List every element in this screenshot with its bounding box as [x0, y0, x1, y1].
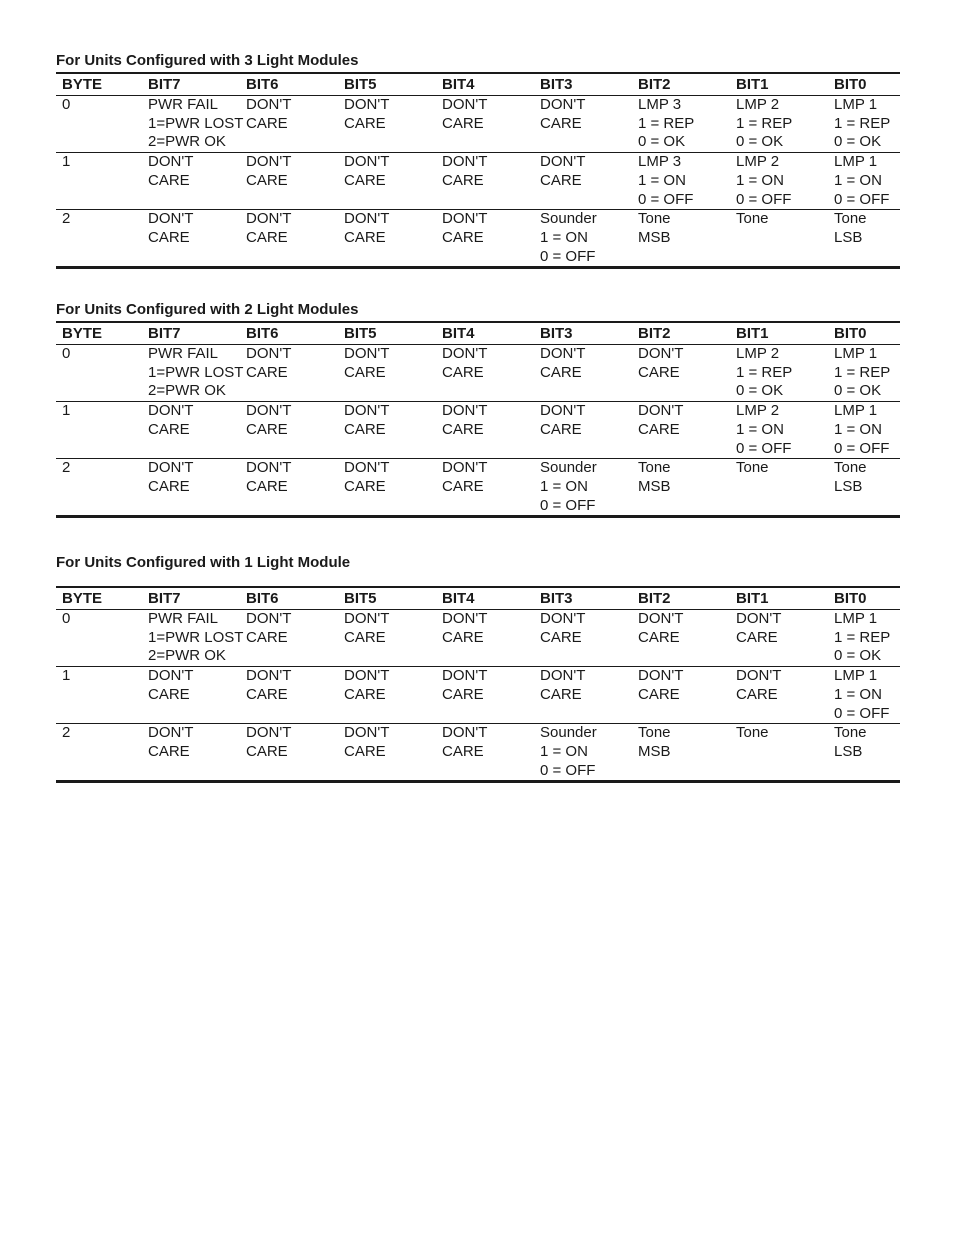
table-cell-bit0	[828, 459, 900, 517]
table-cell-bit1	[730, 724, 828, 782]
cell-line: DON'T	[638, 402, 684, 420]
cell-line: CARE	[442, 628, 484, 646]
cell-line: CARE	[246, 628, 288, 646]
cell-line: DON'T	[442, 667, 488, 685]
cell-line: 2	[62, 210, 71, 228]
table-cell-bit3	[534, 345, 632, 402]
cell-line: CARE	[148, 685, 190, 703]
cell-line: CARE	[540, 363, 582, 381]
cell-line: Sounder	[540, 724, 597, 742]
cell-line: CARE	[246, 363, 288, 381]
cell-line: DON'T	[344, 667, 390, 685]
cell-line: CARE	[442, 685, 484, 703]
cell-line: CARE	[442, 420, 484, 438]
cell-line: CARE	[246, 742, 288, 760]
cell-line: PWR FAIL	[148, 96, 219, 113]
cell-line: LMP 2	[736, 153, 780, 171]
column-header-bit1: BIT1	[730, 73, 828, 96]
table-cell-bit5	[338, 667, 436, 724]
cell-line: CARE	[540, 420, 582, 438]
cell-line: CARE	[736, 628, 778, 646]
column-header-bit4: BIT4	[436, 587, 534, 610]
cell-line: 0 = OK	[736, 382, 784, 400]
table-row	[56, 402, 900, 459]
cell-line: 1 = ON	[736, 420, 784, 438]
cell-line: 1 = ON	[540, 477, 588, 495]
cell-line: LMP 1	[834, 402, 878, 420]
cell-line: DON'T	[638, 610, 684, 627]
table-cell-bit5	[338, 96, 436, 153]
cell-line: DON'T	[148, 402, 194, 420]
cell-line: 1 = ON	[736, 171, 784, 189]
cell-line: CARE	[344, 742, 386, 760]
cell-line: 1 = ON	[638, 171, 686, 189]
column-header-byte: BYTE	[56, 587, 142, 610]
table-cell-bit5	[338, 210, 436, 268]
cell-line: DON'T	[442, 610, 488, 627]
cell-line: CARE	[540, 628, 582, 646]
table-cell-bit2	[632, 610, 730, 667]
column-header-bit1: BIT1	[730, 322, 828, 345]
table-cell-byte	[56, 402, 142, 459]
cell-line: 2=PWR OK	[148, 647, 226, 665]
table-cell-bit1	[730, 459, 828, 517]
cell-line: 0 = OK	[638, 133, 686, 151]
cell-line: 1=PWR LOST	[148, 628, 244, 646]
table-cell-bit7	[142, 459, 240, 517]
cell-line: 0 = OK	[834, 382, 882, 400]
section-2-light-modules	[56, 299, 900, 518]
table-cell-byte	[56, 345, 142, 402]
cell-line: LMP 2	[736, 402, 780, 420]
cell-line: DON'T	[442, 402, 488, 420]
cell-line: CARE	[344, 477, 386, 495]
cell-line: 1	[62, 667, 71, 685]
cell-line: 0	[62, 610, 71, 627]
cell-line: CARE	[344, 228, 386, 246]
cell-line: Sounder	[540, 459, 597, 477]
cell-line: 0 = OFF	[834, 439, 890, 457]
table-cell-bit0	[828, 153, 900, 210]
cell-line: 1	[62, 402, 71, 420]
cell-line: 2=PWR OK	[148, 382, 226, 400]
cell-line: DON'T	[540, 610, 586, 627]
cell-line: DON'T	[344, 459, 390, 477]
cell-line: CARE	[344, 628, 386, 646]
cell-line: DON'T	[442, 345, 488, 362]
table-cell-bit1	[730, 210, 828, 268]
table-row	[56, 724, 900, 782]
cell-line: DON'T	[736, 667, 782, 685]
cell-line: DON'T	[246, 667, 292, 685]
cell-line: DON'T	[442, 96, 488, 113]
cell-line: 1 = REP	[736, 114, 793, 132]
table-cell-bit7	[142, 96, 244, 153]
cell-line: LMP 3	[638, 153, 682, 171]
cell-line: DON'T	[344, 724, 390, 742]
cell-line: CARE	[246, 171, 288, 189]
cell-line: Tone	[834, 459, 867, 477]
table-row	[56, 96, 900, 153]
table-row	[56, 210, 900, 268]
bit-map-table	[56, 72, 900, 269]
column-header-bit3: BIT3	[534, 322, 632, 345]
cell-line: 0 = OFF	[834, 190, 890, 208]
column-header-bit0: BIT0	[828, 73, 900, 96]
column-header-bit3: BIT3	[534, 587, 632, 610]
cell-line: CARE	[442, 114, 484, 132]
table-cell-bit0	[828, 210, 900, 268]
cell-line: 1 = ON	[834, 685, 882, 703]
cell-line: DON'T	[638, 345, 684, 362]
table-cell-bit1	[730, 96, 828, 153]
cell-line: DON'T	[148, 667, 194, 685]
cell-line: DON'T	[148, 153, 194, 171]
cell-line: CARE	[442, 228, 484, 246]
table-cell-bit2	[632, 667, 730, 724]
table-header-row	[56, 587, 900, 610]
column-header-bit7: BIT7	[142, 322, 240, 345]
cell-line: MSB	[638, 742, 671, 760]
table-cell-byte	[56, 724, 142, 782]
cell-line: CARE	[638, 685, 680, 703]
table-cell-bit7	[142, 724, 240, 782]
cell-line: CARE	[344, 114, 386, 132]
table-cell-bit7	[142, 610, 244, 667]
column-header-bit3: BIT3	[534, 73, 632, 96]
cell-line: 2	[62, 724, 71, 742]
cell-line: CARE	[148, 742, 190, 760]
cell-line: 0 = OK	[834, 647, 882, 665]
cell-line: Tone	[638, 210, 671, 228]
cell-line: DON'T	[246, 402, 292, 420]
table-cell-byte	[56, 459, 142, 517]
table-row	[56, 610, 900, 667]
table-cell-bit3	[534, 402, 632, 459]
table-cell-bit3	[534, 724, 632, 782]
cell-line: PWR FAIL	[148, 345, 219, 362]
cell-line: DON'T	[736, 610, 782, 627]
cell-line: CARE	[736, 685, 778, 703]
table-cell-bit2	[632, 402, 730, 459]
cell-line: CARE	[442, 477, 484, 495]
table-cell-bit6	[240, 96, 338, 153]
cell-line: DON'T	[148, 210, 194, 228]
cell-line: 0 = OFF	[540, 761, 596, 779]
cell-line: 0	[62, 96, 71, 113]
cell-line: CARE	[148, 228, 190, 246]
cell-line: CARE	[246, 685, 288, 703]
table-cell-bit3	[534, 610, 632, 667]
cell-line: LMP 1	[834, 667, 878, 685]
column-header-bit7: BIT7	[142, 73, 240, 96]
cell-line: DON'T	[148, 459, 194, 477]
bit-map-table	[56, 321, 900, 518]
cell-line: 1 = ON	[540, 228, 588, 246]
table-header-row	[56, 73, 900, 96]
cell-line: 1 = ON	[834, 171, 882, 189]
cell-line: Sounder	[540, 210, 597, 228]
table-cell-bit3	[534, 96, 632, 153]
cell-line: DON'T	[540, 96, 586, 113]
cell-line: CARE	[344, 420, 386, 438]
bit-map-table	[56, 586, 900, 783]
table-cell-bit7	[142, 210, 240, 268]
cell-line: DON'T	[246, 459, 292, 477]
table-cell-byte	[56, 153, 142, 210]
cell-line: LMP 1	[834, 96, 878, 113]
cell-line: Tone	[736, 459, 769, 477]
cell-line: LMP 1	[834, 153, 878, 171]
table-cell-byte	[56, 210, 142, 268]
cell-line: DON'T	[442, 153, 488, 171]
cell-line: LMP 1	[834, 345, 878, 362]
table-cell-bit6	[240, 210, 338, 268]
table-cell-bit0	[828, 610, 900, 667]
cell-line: DON'T	[540, 667, 586, 685]
cell-line: 2=PWR OK	[148, 133, 226, 151]
cell-line: CARE	[246, 477, 288, 495]
cell-line: DON'T	[148, 724, 194, 742]
table-cell-bit6	[240, 459, 338, 517]
cell-line: CARE	[148, 171, 190, 189]
cell-line: CARE	[442, 363, 484, 381]
cell-line: CARE	[344, 363, 386, 381]
cell-line: DON'T	[344, 402, 390, 420]
table-cell-bit7	[142, 345, 244, 402]
cell-line: CARE	[442, 171, 484, 189]
table-cell-bit0	[828, 345, 900, 402]
cell-line: DON'T	[442, 459, 488, 477]
table-cell-bit6	[240, 153, 338, 210]
cell-line: 0 = OFF	[540, 496, 596, 514]
column-header-byte: BYTE	[56, 73, 142, 96]
cell-line: Tone	[834, 210, 867, 228]
table-cell-bit6	[240, 667, 338, 724]
cell-line: DON'T	[540, 402, 586, 420]
section-title: For Units Configured with 2 Light Modules	[56, 301, 359, 318]
cell-line: CARE	[148, 477, 190, 495]
cell-line: DON'T	[442, 210, 488, 228]
table-cell-bit1	[730, 667, 828, 724]
cell-line: DON'T	[540, 345, 586, 362]
cell-line: 0 = OFF	[540, 247, 596, 265]
cell-line: 1 = REP	[736, 363, 793, 381]
cell-line: DON'T	[246, 96, 292, 113]
table-cell-bit5	[338, 153, 436, 210]
cell-line: 0	[62, 345, 71, 362]
cell-line: DON'T	[442, 724, 488, 742]
cell-line: DON'T	[540, 153, 586, 171]
table-cell-bit0	[828, 96, 900, 153]
section-3-light-modules	[56, 50, 900, 269]
cell-line: 1 = REP	[638, 114, 695, 132]
table-cell-bit6	[240, 345, 338, 402]
cell-line: DON'T	[246, 610, 292, 627]
cell-line: MSB	[638, 228, 671, 246]
table-cell-bit2	[632, 345, 730, 402]
cell-line: CARE	[344, 685, 386, 703]
cell-line: DON'T	[344, 210, 390, 228]
column-header-bit2: BIT2	[632, 322, 730, 345]
cell-line: DON'T	[246, 345, 292, 362]
table-cell-bit7	[142, 402, 240, 459]
cell-line: 1 = REP	[834, 363, 891, 381]
table-row	[56, 153, 900, 210]
cell-line: 0 = OK	[834, 133, 882, 151]
table-cell-bit6	[240, 402, 338, 459]
cell-line: DON'T	[344, 96, 390, 113]
cell-line: 0 = OFF	[638, 190, 694, 208]
table-cell-bit2	[632, 459, 730, 517]
table-cell-byte	[56, 96, 142, 153]
cell-line: CARE	[638, 420, 680, 438]
cell-line: 1=PWR LOST	[148, 114, 244, 132]
column-header-byte: BYTE	[56, 322, 142, 345]
table-cell-bit0	[828, 724, 900, 782]
table-row	[56, 459, 900, 517]
table-cell-bit4	[436, 402, 534, 459]
cell-line: 0 = OFF	[834, 704, 890, 722]
section-title: For Units Configured with 1 Light Module	[56, 554, 351, 571]
column-header-bit5: BIT5	[338, 587, 436, 610]
table-cell-bit4	[436, 610, 534, 667]
cell-line: 0 = OK	[736, 133, 784, 151]
table-cell-bit4	[436, 345, 534, 402]
column-header-bit4: BIT4	[436, 73, 534, 96]
column-header-bit5: BIT5	[338, 73, 436, 96]
cell-line: Tone	[736, 210, 769, 228]
table-cell-bit3	[534, 667, 632, 724]
column-header-bit5: BIT5	[338, 322, 436, 345]
column-header-bit0: BIT0	[828, 587, 900, 610]
table-header-row	[56, 322, 900, 345]
cell-line: DON'T	[344, 153, 390, 171]
cell-line: 0 = OFF	[736, 190, 792, 208]
cell-line: Tone	[834, 724, 867, 742]
cell-line: 1 = REP	[834, 628, 891, 646]
cell-line: CARE	[540, 685, 582, 703]
table-cell-bit0	[828, 402, 900, 459]
column-header-bit6: BIT6	[240, 587, 338, 610]
cell-line: CARE	[540, 114, 582, 132]
cell-line: DON'T	[246, 210, 292, 228]
table-cell-bit7	[142, 153, 240, 210]
section-title: For Units Configured with 3 Light Modules	[56, 52, 359, 69]
cell-line: CARE	[638, 363, 680, 381]
table-cell-bit0	[828, 667, 900, 724]
table-cell-byte	[56, 667, 142, 724]
cell-line: Tone	[638, 724, 671, 742]
cell-line: CARE	[344, 171, 386, 189]
table-cell-bit5	[338, 402, 436, 459]
cell-line: Tone	[736, 724, 769, 742]
cell-line: DON'T	[344, 610, 390, 627]
column-header-bit7: BIT7	[142, 587, 240, 610]
table-cell-bit2	[632, 96, 730, 153]
table-cell-bit4	[436, 96, 534, 153]
table-cell-bit4	[436, 724, 534, 782]
cell-line: LSB	[834, 228, 863, 246]
column-header-bit6: BIT6	[240, 322, 338, 345]
table-cell-bit4	[436, 210, 534, 268]
table-cell-bit4	[436, 667, 534, 724]
cell-line: CARE	[246, 420, 288, 438]
table-cell-bit5	[338, 459, 436, 517]
table-cell-byte	[56, 610, 142, 667]
column-header-bit0: BIT0	[828, 322, 900, 345]
cell-line: CARE	[246, 114, 288, 132]
cell-line: DON'T	[638, 667, 684, 685]
cell-line: LSB	[834, 477, 863, 495]
table-cell-bit2	[632, 153, 730, 210]
table-row	[56, 345, 900, 402]
table-cell-bit6	[240, 724, 338, 782]
table-cell-bit1	[730, 610, 828, 667]
cell-line: 1 = REP	[834, 114, 891, 132]
cell-line: 2	[62, 459, 71, 477]
table-cell-bit5	[338, 610, 436, 667]
table-cell-bit1	[730, 402, 828, 459]
table-cell-bit4	[436, 459, 534, 517]
table-cell-bit1	[730, 153, 828, 210]
cell-line: 1 = ON	[834, 420, 882, 438]
cell-line: 1=PWR LOST	[148, 363, 244, 381]
table-cell-bit3	[534, 210, 632, 268]
section-1-light-module	[56, 552, 900, 783]
table-row	[56, 667, 900, 724]
table-cell-bit3	[534, 459, 632, 517]
table-cell-bit2	[632, 210, 730, 268]
column-header-bit6: BIT6	[240, 73, 338, 96]
cell-line: CARE	[148, 420, 190, 438]
column-header-bit1: BIT1	[730, 587, 828, 610]
cell-line: 1	[62, 153, 71, 171]
table-cell-bit7	[142, 667, 240, 724]
cell-line: CARE	[638, 628, 680, 646]
table-cell-bit4	[436, 153, 534, 210]
cell-line: CARE	[246, 228, 288, 246]
table-cell-bit3	[534, 153, 632, 210]
cell-line: LMP 2	[736, 345, 780, 362]
column-header-bit2: BIT2	[632, 73, 730, 96]
cell-line: Tone	[638, 459, 671, 477]
column-header-bit2: BIT2	[632, 587, 730, 610]
cell-line: LSB	[834, 742, 863, 760]
table-cell-bit5	[338, 345, 436, 402]
cell-line: 1 = ON	[540, 742, 588, 760]
column-header-bit4: BIT4	[436, 322, 534, 345]
cell-line: CARE	[540, 171, 582, 189]
cell-line: DON'T	[344, 345, 390, 362]
cell-line: DON'T	[246, 153, 292, 171]
cell-line: LMP 1	[834, 610, 878, 627]
table-cell-bit6	[240, 610, 338, 667]
table-cell-bit1	[730, 345, 828, 402]
table-cell-bit2	[632, 724, 730, 782]
cell-line: PWR FAIL	[148, 610, 219, 627]
cell-line: LMP 3	[638, 96, 682, 113]
cell-line: DON'T	[246, 724, 292, 742]
cell-line: LMP 2	[736, 96, 780, 113]
table-cell-bit5	[338, 724, 436, 782]
cell-line: MSB	[638, 477, 671, 495]
cell-line: CARE	[442, 742, 484, 760]
cell-line: 0 = OFF	[736, 439, 792, 457]
